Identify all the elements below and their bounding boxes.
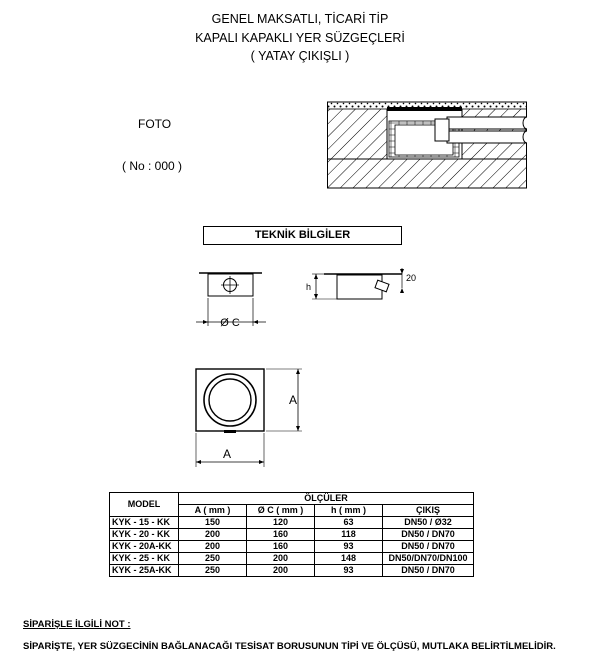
technical-info-heading: TEKNİK BİLGİLER — [203, 226, 402, 245]
cell-outlet: DN50 / DN70 — [383, 565, 474, 577]
table-row — [110, 553, 474, 565]
dimensions-header: ÖLÇÜLER — [179, 493, 474, 505]
table-row — [110, 529, 474, 541]
cell-c: 160 — [247, 529, 315, 541]
cell-c: 160 — [247, 541, 315, 553]
cell-h: 118 — [315, 529, 383, 541]
cell-outlet: DN50 / Ø32 — [383, 517, 474, 529]
offset-label: 20 — [406, 273, 417, 283]
table-row — [110, 541, 474, 553]
table-row — [110, 565, 474, 577]
col-c-header: Ø C ( mm ) — [247, 505, 315, 517]
cell-h: 93 — [315, 541, 383, 553]
order-note-text: SİPARİŞTE, YER SÜZGECİNİN BAĞLANACAĞI TESİSAT BORUSUNUN TİPİ VE ÖLÇÜSÜ, MUTLAKA BELİRTİLMELİDİR. — [23, 641, 556, 652]
side-dimension-label: A — [289, 393, 298, 407]
col-a-header: A ( mm ) — [179, 505, 247, 517]
cell-a: 200 — [179, 541, 247, 553]
spec-table — [109, 492, 474, 577]
title-line-3: ( YATAY ÇIKIŞLI ) — [250, 49, 350, 63]
top-view-drawing — [196, 268, 272, 336]
cell-model: KYK - 20 - KK — [110, 529, 179, 541]
height-label: h — [306, 282, 312, 292]
col-outlet-header: ÇIKIŞ — [383, 505, 474, 517]
title-line-1: GENEL MAKSATLI, TİCARİ TİP — [211, 12, 389, 26]
bottom-dimension-label: A — [223, 447, 232, 461]
cell-outlet: DN50 / DN70 — [383, 541, 474, 553]
cell-model: KYK - 25A-KK — [110, 565, 179, 577]
installation-section-drawing — [327, 99, 527, 189]
cell-h: 63 — [315, 517, 383, 529]
cell-outlet: DN50 / DN70 — [383, 529, 474, 541]
cell-outlet: DN50/DN70/DN100 — [383, 553, 474, 565]
cell-h: 148 — [315, 553, 383, 565]
photo-label: FOTO — [138, 117, 172, 131]
order-note-title: SİPARİŞLE İLGİLİ NOT : — [23, 619, 131, 630]
table-row — [110, 517, 474, 529]
cell-c: 200 — [247, 565, 315, 577]
photo-number: ( No : 000 ) — [122, 159, 183, 173]
cell-c: 120 — [247, 517, 315, 529]
cell-a: 200 — [179, 529, 247, 541]
col-h-header: h ( mm ) — [315, 505, 383, 517]
plan-view-drawing — [186, 362, 312, 472]
cell-c: 200 — [247, 553, 315, 565]
cell-a: 250 — [179, 565, 247, 577]
cell-model: KYK - 25 - KK — [110, 553, 179, 565]
cell-a: 250 — [179, 553, 247, 565]
model-header: MODEL — [110, 493, 179, 517]
cell-h: 93 — [315, 565, 383, 577]
title-line-2: KAPALI KAPAKLI YER SÜZGEÇLERİ — [195, 31, 405, 45]
cell-a: 150 — [179, 517, 247, 529]
cell-model: KYK - 15 - KK — [110, 517, 179, 529]
diameter-label: Ø C — [220, 317, 240, 329]
side-view-drawing — [302, 268, 420, 310]
cell-model: KYK - 20A-KK — [110, 541, 179, 553]
